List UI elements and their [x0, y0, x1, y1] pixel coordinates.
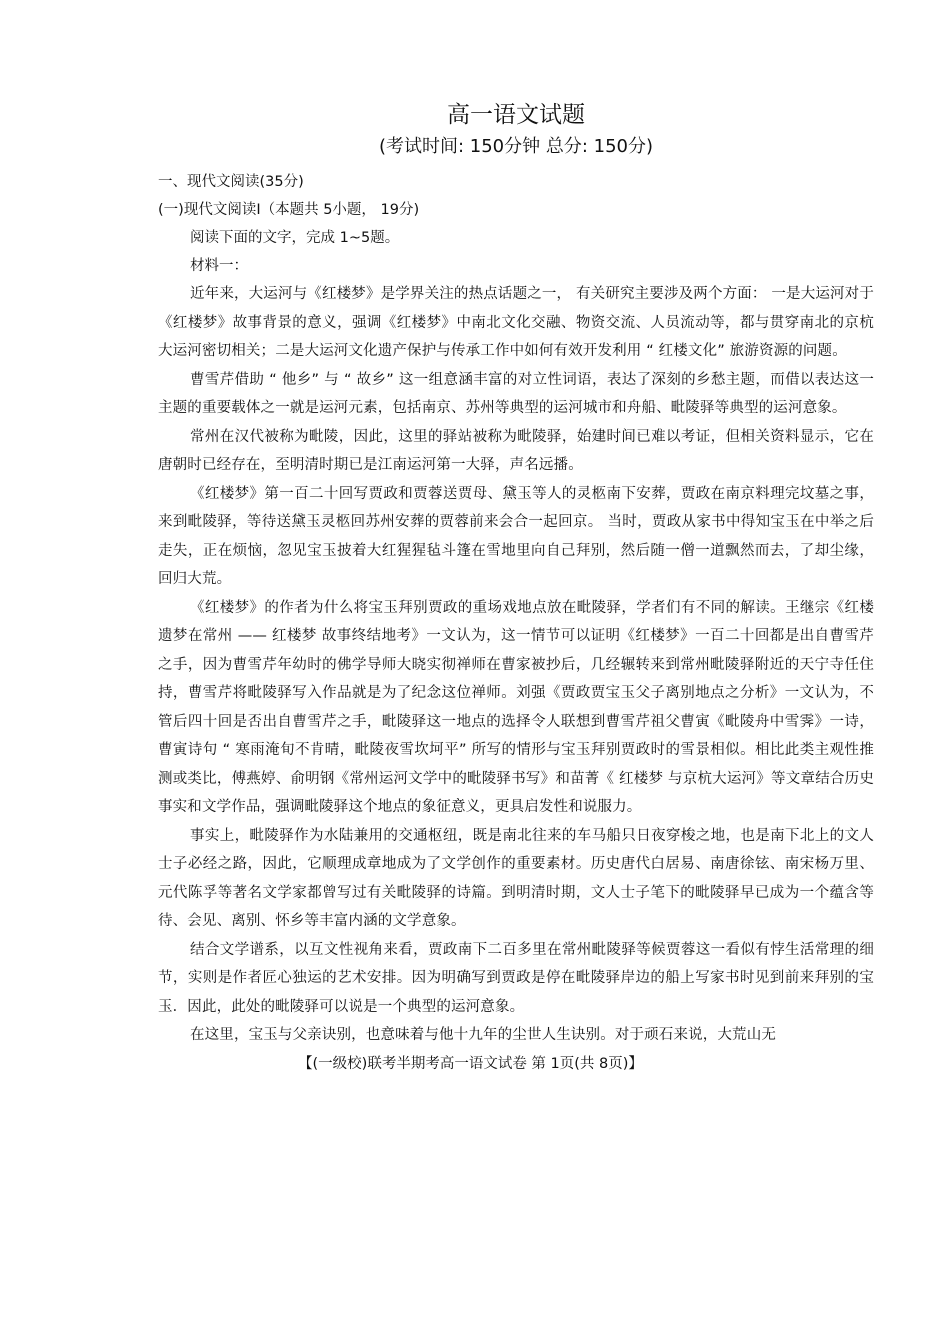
paragraph-8: 在这里，宝玉与父亲诀别，也意味着与他十九年的尘世人生诀别。对于顽石来说，大荒山无	[190, 1027, 776, 1043]
exam-page	[158, 98, 874, 1078]
subsection-heading: (一)现代文阅读Ⅰ（本题共 5小题， 19分)	[158, 202, 420, 218]
page-footer: 【(一级校)联考半期考高一语文试卷 第 1页(共 8页)】	[298, 1055, 643, 1072]
paragraph-7: 结合文学谱系，以互文性视角来看，贾政南下二百多里在常州毗陵驿等候贾蓉这一看似有悖生活常理的细节，实则是作者匠心独运的艺术安排。因为明确写到贾政是停在毗陵驿岸边的船上写家书时见到前来拜别的宝玉．因此，此处的毗陵驿可以说是一个典型的运河意象。	[158, 941, 874, 1015]
paragraph-3: 常州在汉代被称为毗陵，因此，这里的驿站被称为毗陵驿，始建时间已难以考证，但相关资料显示，它在唐朝时已经存在，至明清时期已是江南运河第一大驿，声名远播。	[158, 428, 874, 473]
paragraph-4: 《红楼梦》第一百二十回写贾政和贾蓉送贾母、黛玉等人的灵柩南下安葬，贾政在南京料理完坟墓之事，来到毗陵驿，等待送黛玉灵柩回苏州安葬的贾蓉前来会合一起回京。 当时，贾政从家书中得知宝玉在中举之后走失，正在烦恼，忽见宝玉披着大红猩猩毡斗篷在雪地里向自己拜别，然后随一僧一道飘然而去，了却尘缘，回归大荒。	[158, 485, 874, 587]
paragraph-1: 近年来，大运河与《红楼梦》是学界关注的热点话题之一， 有关研究主要涉及两个方面： 一是大运河对于《红楼梦》故事背景的意义，强调《红楼梦》中南北文化交融、物资交流、人员流动等，都与贯穿南北的京杭大运河密切相关；二是大运河文化遗产保护与传承工作中如何有效开发利用 “ 红楼文化” 旅游资源的问题。	[158, 286, 874, 359]
paragraph-6: 事实上，毗陵驿作为水陆兼用的交通枢纽，既是南北往来的车马船只日夜穿梭之地，也是南下北上的文人士子必经之路，因此，它顺理成章地成为了文学创作的重要素材。历史唐代白居易、南唐徐铉、南宋杨万里、元代陈孚等著名文学家都曾写过有关毗陵驿的诗篇。到明清时期，文人士子笔下的毗陵驿早已成为一个蕴含等待、会见、离别、怀乡等丰富内涵的文学意象。	[158, 827, 874, 929]
paragraph-2: 曹雪芹借助 “ 他乡” 与 “ 故乡” 这一组意涵丰富的对立性词语，表达了深刻的乡愁主题，而借以表达这一主题的重要载体之一就是运河元素，包括南京、苏州等典型的运河城市和舟船、毗陵驿等典型的运河意象。	[158, 371, 874, 416]
section-heading: 一、现代文阅读(35分)	[158, 174, 304, 190]
exam-title: 高一语文试题	[447, 102, 585, 128]
paragraph-5: 《红楼梦》的作者为什么将宝玉拜别贾政的重场戏地点放在毗陵驿，学者们有不同的解读。王继宗《红楼遗梦在常州 —— 红楼梦 故事终结地考》一文认为，这一情节可以证明《红楼梦》一百二十回都是出自曹雪芹之手，因为曹雪芹年幼时的佛学导师大晓实彻禅师在曹家被抄后，几经辗转来到常州毗陵驿附近的天宁寺任住持，曹雪芹将毗陵驿写入作品就是为了纪念这位禅师。刘强《贾政贾宝玉父子离别地点之分析》一文认为，不管后四十回是否出自曹雪芹之手，毗陵驿这一地点的选择令人联想到曹雪芹祖父曹寅《毗陵舟中雪霁》一诗，曹寅诗句 “ 寒雨淹旬不肯晴，毗陵夜雪坎坷平” 所写的情形与宝玉拜别贾政时的雪景相似。相比此类主观性推测或类比，傅燕婷、俞明钢《常州运河文学中的毗陵驿书写》和苗菁《 红楼梦 与京杭大运河》等文章结合历史事实和文学作品，强调毗陵驿这个地点的象征意义，更具启发性和说服力。	[158, 599, 874, 815]
exam-subtitle: (考试时间: 150分钟 总分: 150分)	[378, 136, 654, 157]
material-label: 材料一：	[190, 258, 248, 274]
reading-instruction: 阅读下面的文字，完成 1~5题。	[190, 230, 400, 246]
